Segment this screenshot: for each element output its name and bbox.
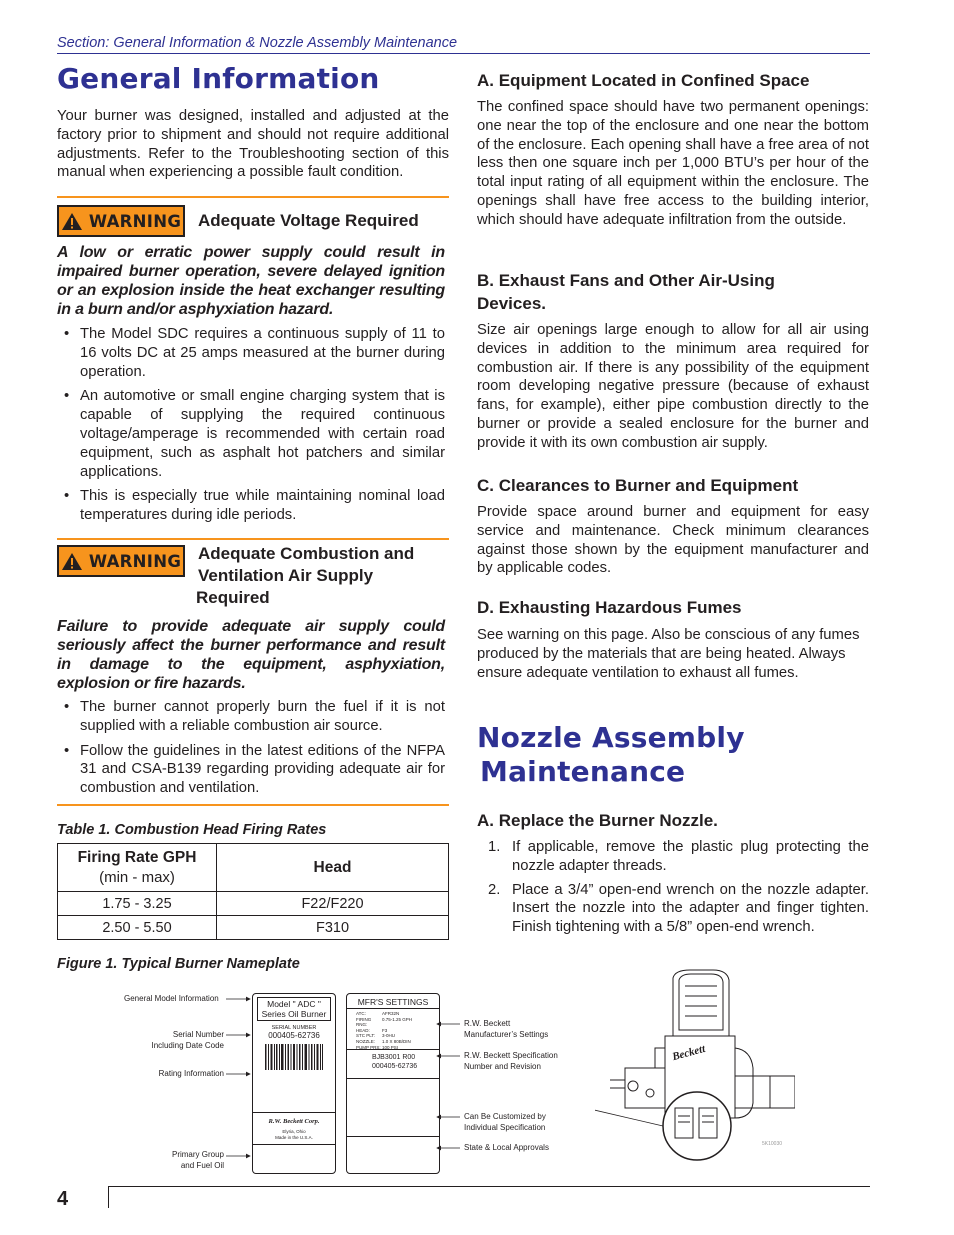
motor-dome — [673, 970, 729, 1036]
general-intro: Your burner was designed, installed and adjusted at the factory prior to shipment and should not require additional adjustments. Refer to the Troubleshooting section of this manual when experiencing a possible fault condition. — [57, 108, 449, 181]
setting-key: PUMP PRS: — [356, 1044, 381, 1050]
plate-divider — [253, 1144, 335, 1145]
plate-serial-caption: SERIAL NUMBER — [271, 1025, 317, 1031]
list-item: • The burner cannot properly burn the fuel if it is not supplied with a reliable combustion air source. — [57, 698, 445, 736]
step-text: If applicable, remove the plastic plug protecting the nozzle adapter threads. — [512, 839, 869, 874]
section-b-heading-line2: Devices. — [477, 294, 546, 313]
label-primary-line1: Primary Group — [171, 1150, 224, 1159]
label-primary-line2: and Fuel Oil — [180, 1160, 224, 1170]
label-spec-line2: Number and Revision — [464, 1061, 541, 1071]
warning-2-text: Failure to provide adequate air supply could seriously affect the burner performance and result in damage to the equipment, asphyxiation, explosion or fire hazards. — [57, 618, 445, 692]
table-cell-head: F22/F220 — [217, 892, 449, 916]
figure-1-caption: Figure 1. Typical Burner Nameplate — [57, 956, 300, 972]
list-item: • This is especially true while maintaining nominal load temperatures during idle periods. — [57, 487, 445, 525]
plate-address — [253, 1129, 335, 1140]
warning-1-label: WARNING — [88, 211, 182, 231]
step-number: 2. — [488, 881, 501, 898]
plate-serial: 000405-62736 — [268, 1031, 320, 1040]
page-number: 4 — [57, 1188, 69, 1210]
pump-fittings — [610, 1080, 625, 1088]
setting-value: AFR32N — [382, 1011, 400, 1016]
table-1-caption: Table 1. Combustion Head Firing Rates — [57, 822, 327, 838]
setting-value: F3 — [382, 1027, 388, 1033]
table-cell-head: F310 — [217, 916, 449, 940]
list-item: • Follow the guidelines in the latest editions of the NFPA 31 and CSA-B139 regarding providing adequate air for combustion and ventilation. — [57, 742, 445, 798]
plate2-setting-row — [356, 1017, 439, 1028]
nameplate-2 — [346, 993, 440, 1174]
setting-key: FIRING RNG: — [356, 1016, 372, 1028]
air-tube — [735, 1076, 795, 1108]
burner-brand-logo: Beckett — [671, 1042, 707, 1064]
plate2-serial: 000405-62736 — [372, 1063, 418, 1070]
section-c-heading: C. Clearances to Burner and Equipment — [477, 476, 799, 495]
plate-model-line2: Series Oil Burner — [261, 1009, 327, 1019]
plate2-settings — [347, 1009, 439, 1050]
setting-key: ATC: — [356, 1011, 366, 1016]
label-serial-line1: Serial Number — [172, 1030, 224, 1039]
step-text: Place a 3/4” open-end wrench on the nozzle adapter. Insert the nozzle into the adapter and finger tighten. Finish tightening with a 5/8” open-end wrench. — [512, 881, 869, 936]
plate-addr1: Elyria, Ohio — [282, 1129, 306, 1134]
nozzle-title-line1: Nozzle Assembly — [477, 721, 745, 754]
list-item: • An automotive or small engine charging system that is capable of supplying the required continuous voltage/amperage is recommended with certain road equipment, such as asphalt hot patchers and similar applications. — [57, 387, 445, 481]
label-rating: Rating Information — [158, 1069, 224, 1078]
section-b-heading-line1: B. Exhaust Fans and Other Air-Using — [477, 271, 775, 290]
section-a-heading: A. Equipment Located in Confined Space — [477, 71, 810, 90]
section-header: Section: General Information & Nozzle Assembly Maintenance — [57, 35, 458, 51]
plate-divider — [347, 1136, 439, 1137]
label-serial-line2: Including Date Code — [151, 1040, 224, 1050]
setting-value: 0.75-1.25 GPH — [382, 1016, 413, 1022]
label-custom-line1: Can Be Customized by — [464, 1112, 546, 1121]
setting-value: 100 PSI — [382, 1044, 399, 1050]
setting-value: 3-0HU — [382, 1033, 396, 1039]
section-d-heading: D. Exhausting Hazardous Fumes — [477, 598, 742, 617]
warning-2-heading-line1: Adequate Combustion and — [198, 544, 415, 563]
setting-key: STC PLT: — [356, 1033, 375, 1039]
plate-addr2: Made in the U.S.A. — [275, 1134, 313, 1140]
warning-2-label: WARNING — [88, 551, 182, 571]
setting-key: HEAD: — [356, 1027, 370, 1033]
nozzle-title-line2: Maintenance — [480, 755, 686, 788]
table-header-head: Head — [217, 844, 449, 892]
plate2-spec: BJB3001 R00 — [372, 1054, 416, 1061]
section-c-text: Provide space around burner and equipment for easy service and maintenance. Check minimum clearances against those shown by the equipment manufacturer and by applicable codes. — [477, 504, 869, 577]
footer-vertical-rule — [108, 1186, 109, 1208]
plate-model-box — [257, 997, 331, 1021]
plate-divider — [347, 1049, 439, 1050]
plate2-spec-block — [372, 1053, 417, 1071]
plate-maker: R.W. Beckett Corp. — [268, 1118, 320, 1125]
section-a-text: The confined space should have two permanent openings: one near the top of the enclosure and one near the bottom of the enclosure. Each opening shall have a free area of not less then one square inch per 1,000 BTU’s per hour of the total input rating of all equipment within the enclosure. The openings shall have free access to the building interior, which should have adequate infiltration from the outside. — [477, 99, 869, 228]
section-d-text: See warning on this page. Also be conscious of any fumes produced by the materials that are being heated. Always ensure adequate ventilation to exhaust all fumes. — [477, 627, 860, 681]
plate-divider — [253, 1112, 335, 1113]
label-state: State & Local Approvals — [464, 1143, 549, 1152]
plate-model-line1: Model " ADC " — [267, 999, 321, 1009]
figure-part-code: 5K10030 — [762, 1141, 783, 1147]
label-spec-line1: R.W. Beckett Specification — [464, 1051, 558, 1060]
table-cell-rate: 1.75 - 3.25 — [58, 892, 217, 916]
nameplate-1 — [252, 993, 336, 1174]
label-general-model: General Model Information — [124, 994, 219, 1003]
nozzle-a-heading: A. Replace the Burner Nozzle. — [477, 811, 718, 830]
warning-2-heading-line2: Ventilation Air Supply — [198, 566, 374, 585]
plate2-title: MFR'S SETTINGS — [347, 997, 439, 1009]
setting-value: 1.0 X 80B/DIN — [382, 1038, 411, 1044]
warning-1-heading: Adequate Voltage Required — [198, 211, 419, 230]
warning-1-text: A low or erratic power supply could result in impaired burner operation, severe delayed ignition or an explosion inside the heat exchanger resulting in a burn and/or asphyxiation hazard. — [57, 244, 445, 318]
step-number: 1. — [488, 839, 501, 855]
footer-horizontal-rule — [108, 1186, 870, 1187]
list-item: • The Model SDC requires a continuous supply of 11 to 16 volts DC at 25 amps measured at the burner during operation. — [57, 325, 445, 381]
general-information-title: General Information — [57, 62, 380, 95]
barcode-icon — [265, 1044, 323, 1070]
fuel-pump — [625, 1068, 665, 1108]
label-mfr-line2: Manufacturer’s Settings — [464, 1029, 549, 1039]
table-cell-rate: 2.50 - 5.50 — [58, 916, 217, 940]
warning-2-heading-line3: Required — [196, 588, 270, 607]
label-mfr-line1: R.W. Beckett — [464, 1019, 511, 1028]
header-rate-line2: (min - max) — [99, 868, 175, 886]
label-custom-line2: Individual Specification — [464, 1122, 546, 1132]
magnifier-circle — [663, 1092, 731, 1160]
setting-key: NOZZLE: — [356, 1038, 376, 1044]
section-b-text: Size air openings large enough to allow for all air using devices in addition to the minimum area required for combustion air. If there is any possibility of the equipment room developing negative pressure (because of exhaust fans, for example), either pipe combustion directly to the burner or provide a sealed enclosure for the burner and provide it with its own combustion air supply. — [477, 322, 869, 451]
plate-divider — [347, 1078, 439, 1079]
header-rate-line1: Firing Rate GPH — [77, 848, 197, 866]
